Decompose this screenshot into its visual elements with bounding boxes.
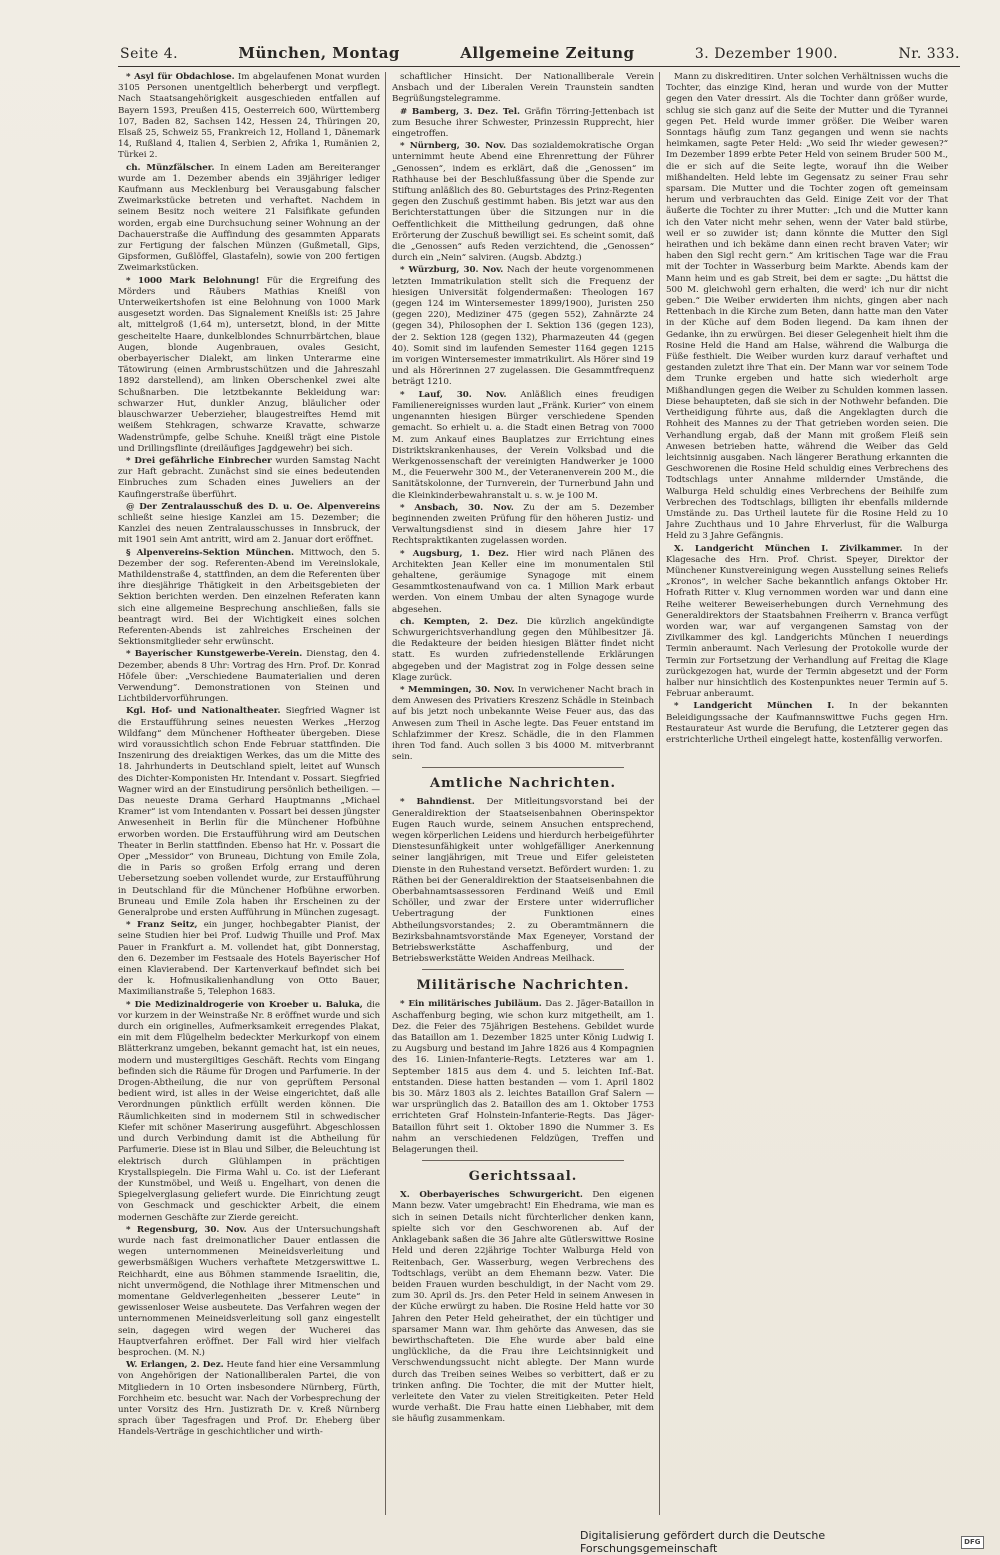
article-paragraph <box>118 548 380 649</box>
credit-text: Digitalisierung gefördert durch die Deutsche Forschungsgemeinschaft <box>580 1529 826 1555</box>
article-paragraph <box>392 107 654 141</box>
article-body: In verwichener Nacht brach in dem Anwesen des Privatiers Kreszenz Schädle in Steinbach auf bis jetzt noch unbekannte Weise Feuer aus, das das Anwesen zum Theil in Asche legte. Das Feuer entstand im Schlafzimmer der Kresz. Schädle, die in den Flammen ihren Tod fand. Auch sollen 3 bis 4000 M. mitverbrannt sein. <box>392 684 654 763</box>
article-paragraph <box>392 617 654 684</box>
article-lead: § Alpenvereins-Sektion München. <box>126 547 295 558</box>
article-lead: * Asyl für Obdachlose. <box>126 72 235 82</box>
article-body: ein junger, hochbegabter Pianist, der seine Studien hier bei Prof. Ludwig Thuille und Prof. Max Pauer in Frankfurt a. M. vollendet hat, gibt Donnerstag, den 6. Dezember im Festsaale des Hotels Bayerischer Hof einen Klavierabend. Der Kartenverkauf befindet sich bei der k. Hofmusikalienhandlung von Otto Bauer, Maximilianstraße 5, Telephon 1683. <box>118 920 380 998</box>
article-body: Gräfin Törring-Jettenbach ist zum Besuche ihrer Schwester, Prinzessin Rupprecht, hier eingetroffen. <box>392 106 654 140</box>
section-heading-gericht: Gerichtssaal. <box>468 1169 578 1185</box>
article-body: In der Klagesache des Hrn. Prof. Christ. Speyer, Direktor der Münchener Kunstvereinigung wegen Ausstellung seines Reliefs „Kronos“, in welcher Sache bekanntlich anfangs Oktober Hr. Hofrath Ritter v. Klug vernommen worden war und dann eine Reihe weiterer Beweiserhebungen durch Vernehmung des Generaldirektors der Staatsbahnen Freiherrn v. Branca verfügt worden war, war auf vergangenen Samstag von der Zivilkammer des kgl. Landgerichts München I neuerdings Termin anberaumt. Nach Verlesung der Protokolle wurde der Termin zur Fortsetzung der Verhandlung auf Freitag die Klage zurückgezogen hat, wurde der Termin abgesetzt und der Form halber nur hinsichtlich des Kostenpunktes neuer Termin auf 5. Februar anberaumt. <box>666 543 948 700</box>
article-paragraph <box>118 276 380 455</box>
article-body: Siegfried Wagner ist die Erstaufführung seines neuesten Werkes „Herzog Wildfang“ dem Münchener Hoftheater übergeben. Diese wird voraussichtlich schon Ende Februar stattfinden. Die Inszenirung des dreiaktigen Werkes, das um die Mitte des 18. Jahrhunderts in Deutschland spielt, leitet auf Wunsch des Dichter-Komponisten Hr. Intendant v. Possart. Siegfried Wagner wird an der Einstudirung persönlich betheiligen. — Das neueste Drama Gerhard Hauptmanns „Michael Kramer“ ist vom Intendanten v. Possart bei dessen jüngster Anwesenheit in Berlin für die Münchener Hofbühne erworben worden. Die Erstaufführung wird am Deutschen Theater in Berlin stattfinden. Ebenso hat Hr. v. Possart die Oper „Messidor“ von Bruneau, Dichtung von Emile Zola, die in Paris so großen Erfolg errang und deren Uebersetzung soeben vollendet wurde, zur Erstaufführung in Deutschland für die Münchener Hofbühne erworben. Bruneau und Emile Zola haben ihr Erscheinen zu der Generalprobe und ersten Aufführung in München zugesagt. <box>118 706 380 919</box>
article-paragraph <box>118 502 380 547</box>
masthead-title: Allgemeine Zeitung <box>460 44 635 62</box>
article-lead: * Ein militärisches Jubiläum. <box>400 999 542 1010</box>
article-paragraph <box>118 1360 380 1438</box>
article-paragraph <box>118 456 380 501</box>
article-paragraph <box>392 72 654 106</box>
article-lead: * Regensburg, 30. Nov. <box>126 1224 247 1235</box>
article-body: Zu der am 5. Dezember beginnenden zweiten Prüfung für den höheren Justiz- und Verwaltungsdienst sind in diesem Jahre hier 17 Rechtspraktikanten zugelassen worden. <box>392 502 654 547</box>
article-lead: * Memmingen, 30. Nov. <box>400 684 515 695</box>
article-paragraph <box>392 999 654 1156</box>
article-body: Das 2. Jäger-Bataillon in Aschaffenburg beging, wie schon kurz mitgetheilt, am 1. Dez. die Feier des 75jährigen Bestehens. Gebildet wurde das Bataillon am 1. Dezember 1825 unter König Ludwig I. zu Augsburg und bestand im Jahre 1826 aus 4 Kompagnien des 16. Linien-Infanterie-Regts. Letzteres war am 1. September 1815 aus dem 4. und 5. leichten Inf.-Bat. entstanden. Diese hatten bestanden — vom 1. April 1802 bis 30. März 1803 als 2. leichtes Bataillon Graf Salern — war ursprünglich das 2. Bataillon des am 1. Oktober 1753 errichteten Graf Holnstein-Infanterie-Regts. Das Jäger-Bataillon führt seit 1. Oktober 1890 die Nummer 3. Es nahm an verschiedenen Feldzügen, Treffen und Belagerungen theil. <box>392 999 654 1156</box>
issue-number: Nr. 333. <box>898 46 960 62</box>
article-paragraph <box>118 163 380 275</box>
article-paragraph <box>392 141 654 264</box>
article-body: Im abgelaufenen Monat wurden 3105 Personen unentgeltlich beherbergt und verpflegt. Nach Staatsangehörigkeit ausgeschieden entfallen auf Bayern 1593, Preußen 415, Oesterreich 600, Württemberg 107, Baden 82, Sachsen 142, Hessen 24, Thüringen 20, Elsaß 25, Schweiz 55, Frankreich 12, Holland 1, Dänemark 14, Rußland 4, Italien 4, Serbien 2, Afrika 1, Rumänien 2, Türkei 2. <box>118 72 380 161</box>
article-lead: @ Der Zentralausschuß des D. u. Oe. Alpenvereins <box>126 501 380 512</box>
section-heading-militaer: Militärische Nachrichten. <box>416 978 630 994</box>
article-paragraph <box>392 549 654 616</box>
article-body: wurden Samstag Nacht zur Haft gebracht. Zunächst sind sie eines bedeutenden Einbruches zum Schaden eines Juweliers an der Kaufingerstraße überführt. <box>118 455 380 500</box>
article-lead: * Franz Seitz, <box>126 920 198 931</box>
article-lead: * Würzburg, 30. Nov. <box>400 265 504 276</box>
article-lead: * Bahndienst. <box>400 797 475 808</box>
article-body: Dienstag, den 4. Dezember, abends 8 Uhr: Vortrag des Hrn. Prof. Dr. Konrad Höfele über: „Verschiedene Baumaterialien und deren Verwendung“. Demonstrationen von Steinen und Lichtbildervorführungen. <box>118 649 380 705</box>
section-divider <box>422 969 624 970</box>
article-paragraph <box>392 503 654 548</box>
article-body: schließt seine hiesige Kanzlei am 15. Dezember; die Kanzlei des neuen Zentralausschusses in Innsbruck, der mit 1901 sein Amt antritt, wird am 2. Januar dort eröffnet. <box>118 512 380 546</box>
article-lead: * Bayerischer Kunstgewerbe-Verein. <box>126 649 303 660</box>
article-lead: * Nürnberg, 30. Nov. <box>400 141 506 152</box>
page-number-label: Seite 4. <box>120 46 179 62</box>
article-paragraph <box>392 797 654 965</box>
section-divider <box>422 1160 624 1161</box>
article-body: Das sozialdemokratische Organ unternimmt heute Abend eine Ehrenrettung der Führer „Genossen“, indem es erklärt, daß die „Genossen“ im Rathhause bei der Beschlußfassung über die Spende zur Stiftung anläßlich des 80. Geburtstages des Prinz-Regenten gegen den Zuschuß gestimmt haben. Bis jetzt war aus den Berichterstattungen über die Sitzungen nur in die Oeffentlichkeit die Mittheilung gedrungen, daß ohne Erörterung der Zuschuß bewilligt sei. Es scheint somit, daß die „Genossen“ aufs Reden verzichtend, die „Genossen“ durch ein „Nein“ salviren. (Augsb. Abdztg.) <box>392 141 654 264</box>
article-paragraph <box>666 544 948 701</box>
issue-date: 3. Dezember 1900. <box>694 46 839 62</box>
article-lead: * Landgericht München I. <box>674 701 835 712</box>
column-3 <box>666 72 948 1515</box>
digitization-credit <box>580 1529 984 1555</box>
article-paragraph <box>392 390 654 502</box>
article-paragraph <box>118 1225 380 1359</box>
column-1 <box>118 72 380 1515</box>
article-paragraph <box>392 1190 654 1425</box>
article-paragraph <box>666 701 948 746</box>
column-divider <box>659 72 660 1515</box>
section-divider <box>422 767 624 768</box>
article-lead: # Bamberg, 3. Dez. Tel. <box>400 106 521 117</box>
article-body: Der Mitleitungsvorstand bei der Generaldirektion der Staatseisenbahnen Oberinspektor Eugen Rauch wurde, seinem Ansuchen entsprechend, wegen körperlichen Leidens und hierdurch herbeigeführter Dienstesunfähigkeit unter wohlgefälliger Anerkennung seiner langjährigen, mit Treue und Eifer geleisteten Dienste in den Ruhestand versetzt. Befördert wurden: 1. zu Räthen bei der Generaldirektion der Staatseisenbahnen die Oberbahnamtsassessoren Ferdinand Weiß und Emil Schöller, und zwar der Erstere unter widerruflicher Uebertragung der Funktionen eines Abtheilungsvorstandes; 2. zu Oberamtmännern die Bezirksbahnamtsvorstände Max Egeneyer, Vorstand der Betriebswerkstätte Aschaffenburg, und der Betriebswerkstätte Weiden Andreas Meilhack. <box>392 797 654 965</box>
article-paragraph <box>666 72 948 543</box>
article-lead: * 1000 Mark Belohnung! <box>126 275 260 286</box>
article-lead: W. Erlangen, 2. Dez. <box>126 1360 224 1371</box>
article-body: Den eigenen Mann bezw. Vater umgebracht! Ein Ehedrama, wie man es sich in seinen Details nicht fürchterlicher denken kann, spielte sich vor den Geschworenen ab. Auf der Anklagebank saßen die 36 Jahre alte Gütlerswittwe Rosine Held und deren 22jährige Tochter Walburga Held von Reitenbach, Ger. Wasserburg, wegen Verbrechens des Todtschlags, verübt an dem Ehemann bezw. Vater. Die beiden Frauen wurden beschuldigt, in der Nacht vom 29. zum 30. April ds. Jrs. den Peter Held in seinem Anwesen in der Küche erwürgt zu haben. Die Rosine Held hatte vor 30 Jahren den Peter Held geheirathet, der ein tüchtiger und sparsamer Mann war. Ihm gehörte das Anwesen, das sie bewirthschafteten. Die Ehe wurde aber bald eine unglückliche, da die Frau ihre Leichtsinnigkeit und Verschwendungssucht nicht ablegte. Der Mann wurde durch das Treiben seines Weibes so verbittert, daß er zu trinken anfing. Die Tochter, die mit der Mutter hielt, verleitete den Vater zu vielen Streitigkeiten. Peter Held wurde verhaßt. Die Frau hatte einen Liebhaber, mit dem sie häufig zusammenkam. <box>392 1190 654 1425</box>
article-paragraph <box>118 1000 380 1224</box>
article-lead: * Lauf, 30. Nov. <box>400 389 507 400</box>
column-divider <box>385 72 386 1515</box>
article-lead: ch. Münzfälscher. <box>126 162 215 173</box>
article-lead: * Drei gefährliche Einbrecher <box>126 455 272 466</box>
article-lead: * Augsburg, 1. Dez. <box>400 548 509 559</box>
article-body: Hier wird nach Plänen des Architekten Jean Keller eine im monumentalen Stil gehaltene, geräumige Synagoge mit einem Gesammtkostenaufwand von ca. 1 Million Mark erbaut werden. Von einem Umbau der alten Synagoge wurde abgesehen. <box>392 548 654 615</box>
article-paragraph <box>118 72 380 162</box>
article-body: Für die Ergreifung des Mörders und Räubers Mathias Kneißl von Unterweikertshofen ist eine Belohnung von 1000 Mark ausgesetzt worden. Das Signalement Kneißls ist: 25 Jahre alt, mittelgroß (1,64 m), untersetzt, blond, in der Mitte gescheitelte Haare, dunkelblondes Schnurrbärtchen, blaue Augen, blonde Augenbrauen, ovales Gesicht, oberbayerischer Dialekt, am linken Unterarme eine Tätowirung (einen Armbrustschützen und die Jahreszahl 1892 darstellend), am linken Oberschenkel zwei alte Schußnarben. Die letztbekannte Bekleidung war: schwarzer Hut, dunkler Anzug, bläulicher oder blauschwarzer Ueberzieher, blaugestreiftes Hemd mit weißem Stehkragen, schwarze Kravatte, schwarze Wadenstrümpfe, gelbe Schuhe. Kneißl trägt eine Pistole und Drillingsflinte (dreiläufiges Jagdgewehr) bei sich. <box>118 275 380 454</box>
article-body: die vor kurzem in der Weinstraße Nr. 8 eröffnet wurde und sich durch ein originelles, Aufmerksamkeit erregendes Plakat, ein mit dem Flügelhelm bedeckter Merkurkopf von einem Blätterkranz umgeben, bekannt gemacht hat, ist ein neues, modern und mustergiltiges Geschäft. Rechts vom Eingang befinden sich die Räume für Drogen und Parfumerie. In der Drogen-Abtheilung, die nur von geprüftem Personal bedient wird, ist alles in der Weise eingerichtet, daß alle Verordnungen pünktlich erfüllt werden können. Die Räumlichkeiten sind in modernem Stil in schwedischer Kiefer mit schöner Maserirung ausgeführt. Abgeschlossen und durch Verbindung damit ist die Abtheilung für Parfumerie. Diese ist in Blau und Silber, die Beleuchtung ist elektrisch durch Glühlampen in prächtigen Krystallspiegeln. Die Firma Wahl u. Co. ist der Lieferant der Kunstmöbel, und Weiß u. Engelhart, von denen die Spiegelverglasung geliefert wurde. Die Einrichtung zeugt von Geschmack und geschickter Arbeit, die einem modernen Geschäfte zur Zierde gereicht. <box>118 999 380 1223</box>
article-body: In einem Laden am Bereiteranger wurde am 1. Dezember abends ein 39jähriger lediger Kaufmann aus Mecklenburg bei Verausgabung falscher Zweimarkstücke betreten und verhaftet. Nachdem in seinem Besitz noch weitere 21 Falsifikate gefunden worden, ergab eine Durchsuchung seiner Wohnung an der Dachauerstraße die Auffindung des gesammten Apparats zur Fertigung der falschen Münzen (Gußmetall, Gips, Gipsformen, Gußlöffel, Glastafeln), sowie von 200 fertigen Zweimarkstücken. <box>118 162 380 274</box>
header-divider <box>118 66 960 67</box>
article-body: schaftlicher Hinsicht. Der Nationalliberale Verein Ansbach und der Liberalen Verein Traunstein sandten Begrüßungstelegramme. <box>392 72 654 105</box>
article-lead: * Die Medizinaldrogerie von Kroeber u. Baluka, <box>126 999 363 1010</box>
article-lead: ch. Kempten, 2. Dez. <box>400 616 518 627</box>
article-body: Nach der heute vorgenommenen letzten Immatrikulation stellt sich die Frequenz der hiesigen Universität folgendermaßen: Theologen 167 (gegen 124 im Wintersemester 1899/1900), Juristen 250 (gegen 220), Mediziner 475 (gegen 552), Zahnärzte 24 (gegen 34), Philosophen der I. Sektion 136 (gegen 123), der 2. Sektion 128 (gegen 132), Pharmazeuten 44 (gegen 40). Somit sind im laufenden Semester 1164 gegen 1215 im vorigen Wintersemester immatrikulirt. Als Hörer sind 19 und als Hörerinnen 27 zugelassen. Die Gesammtfrequenz beträgt 1210. <box>392 265 654 388</box>
article-paragraph <box>118 920 380 998</box>
article-body: Mittwoch, den 5. Dezember der sog. Referenten-Abend im Vereinslokale, Mathildenstraße 4, stattfinden, an dem die Referenten über ihre diesjährige Thätigkeit in den Arbeitsgebieten der Sektion berichten werden. Den einzelnen Referaten kann sich eine allgemeine Besprechung anschließen, falls sie beantragt wird. Bei der Wichtigkeit eines solchen Referenten-Abends ist zahlreiches Erscheinen der Sektionsmitglieder sehr erwünscht. <box>118 547 380 648</box>
section-heading-amtliche: Amtliche Nachrichten. <box>430 776 616 792</box>
place-day-label: München, Montag <box>238 44 400 62</box>
column-2 <box>392 72 654 1515</box>
article-body: Anläßlich eines freudigen Familienereignisses wurden laut „Fränk. Kurier“ von einem ungenannten hiesigen Bürger verschiedene Spenden gemacht. So erhielt u. a. die Stadt einen Betrag von 7000 M. zum Ankauf eines Bauplatzes zur Errichtung eines Distriktskrankenhauses, der Verein Volksbad und die Werkgenossenschaft der vereinigten Handwerker je 1000 M., die Feuerwehr 300 M., der Veteranenverein 200 M., die Sanitätskolonne, der Turnverein, der Turnerbund Jahn und die Kleinkinderbewahranstalt u. s. w. je 100 M. <box>392 389 654 501</box>
page-header <box>120 44 960 66</box>
article-lead: Kgl. Hof- und Nationaltheater. <box>126 706 281 717</box>
article-paragraph <box>118 649 380 705</box>
article-lead: X. Oberbayerisches Schwurgericht. <box>400 1190 583 1201</box>
dfg-logo: DFG <box>961 1536 984 1549</box>
article-paragraph <box>392 685 654 763</box>
article-body: Die kürzlich angekündigte Schwurgerichtsverhandlung gegen den Mühlbesitzer Jä. die Redakteure der beiden hiesigen Blätter findet nicht statt. Es wurden zufriedenstellende Erklärungen abgegeben und der Magistrat zog in Folge dessen seine Klage zurück. <box>392 616 654 683</box>
article-lead: X. Landgericht München I. Zivilkammer. <box>674 543 903 554</box>
article-body: In der bekannten Beleidigungssache der Kaufmannswittwe Fuchs gegen Hrn. Restaurateur Ast wurde die Berufung, die Letzterer gegen das erstrichterliche Urtheil eingelegt hatte, kostenfällig verworfen. <box>666 701 948 745</box>
article-lead: * Ansbach, 30. Nov. <box>400 502 514 513</box>
article-body: Heute fand hier eine Versammlung von Angehörigen der Nationalliberalen Partei, die von Mitgliedern in 10 Orten insbesondere Nürnberg, Fürth, Forchheim etc. besucht war. Nach der Vorbesprechung der unter Vorsitz des Hrn. Justizrath Dr. v. Kreß Nürnberg sprach über Tagesfragen und Prof. Dr. Eheberg über Handels-Verträge in geschichtlicher und wirth- <box>118 1360 380 1438</box>
article-paragraph <box>392 265 654 388</box>
article-paragraph <box>118 706 380 919</box>
article-body: Mann zu diskreditiren. Unter solchen Verhältnissen wuchs die Tochter, das einzige Kind, heran und wurde von der Mutter gegen den Vater dressirt. Als die Tochter dann größer wurde, schlug sie sich ganz auf die Seite der Mutter und die Tyrannei gegen Pet. Held wurde immer größer. Die Weiber waren Sonntags häufig zum Tanz gegangen und wenn sie nachts heimkamen, sagte Peter Held: „Wo seid Ihr wieder gewesen?“ Im Dezember 1899 erbte Peter Held von seinem Bruder 500 M., die er sich auf die Seite legte, worauf ihn die Weiber mißhandelten. Held lebte im Gegensatz zu seiner Frau sehr sparsam. Die Mutter und die Tochter zogen oft gemeinsam herum und verbrauchten das Geld. Einige Zeit vor der That äußerte die Tochter zu ihrer Mutter: „Ich und die Mutter kann ich den Vater nicht mehr sehen, wenn der Vater bald stürbe, weil er so zuwider ist; dann könnte die Mutter den Sigl heirathen und ich bekäme dann einen recht braven Vater; wir haben den Sigl recht gern.“ Am kritischen Tage war die Frau mit der Tochter in Wasserburg beim Markte. Abends kam der Mann heim und es gab Streit, bei dem er sagte: „Du hättst die 500 M. gleichwohl gern erhalten, die werd' ich nur dir nicht geben.“ Die Weiber erwiderten ihm nichts, gingen aber nach Rettenbach in die Kirche zum Beten, dann hatte man den Vater in der Küche auf dem Boden liegend. Da kam ihnen der Gedanke, ihn zu erwürgen. Bei dieser Gelegenheit hielt ihm die Rosine Held die Hand am Halse, während die Walburga die Füße festhielt. Die Weiber wurden kurz darauf verhaftet und gestanden zuletzt ihre That ein. Der Mann war vor seinem Tode dem Trunke ergeben und hatte sich wiederholt arge Mißhandlungen gegen die Weiber zu Schulden kommen lassen. Diese behaupteten, daß sie sich in der Nothwehr befanden. Die Vertheidigung führte aus, daß die Angeklagten durch die Rohheit des Mannes zu der That getrieben worden seien. Die Verhandlung ergab, daß der Mann mit großem Fleiß sein Anwesen betrieben hatte, während die Weiber das Geld leichtsinnig ausgaben. Nach längerer Berathung erkannten die Geschworenen die Rosine Held schuldig eines Verbrechens des Todtschlags unter Annahme mildernder Umstände, die Walburga Held schuldig eines Verbrechens der Beihilfe zum Verbrechen des Todtschlags, billigten ihr ebenfalls mildernde Umstände zu. Das Urtheil lautete für die Rosine Held zu 10 Jahre Zuchthaus und 10 Jahre Ehrverlust, für die Walburga Held zu 3 Jahre Gefängnis. <box>666 72 948 542</box>
article-body: Aus der Untersuchungshaft wurde nach fast dreimonatlicher Dauer entlassen die wegen unternommenen Meineidsverleitung und gewerbsmäßigen Wuchers verhaftete Metzgerswittwe L. Reichhardt, eine aus Böhmen stammende Israelitin, die, nicht unvermögend, die Nothlage ihrer Mitmenschen und momentane Geldverlegenheiten „besserer Leute“ in gewissenloser Weise ausbeutete. Das Verfahren wegen der unternommenen Meineidsverleitung soll ganz eingestellt sein, dagegen wird wegen der Wucherei das Hauptverfahren eröffnet. Der Fall wird hier vielfach besprochen. (M. N.) <box>118 1224 380 1358</box>
